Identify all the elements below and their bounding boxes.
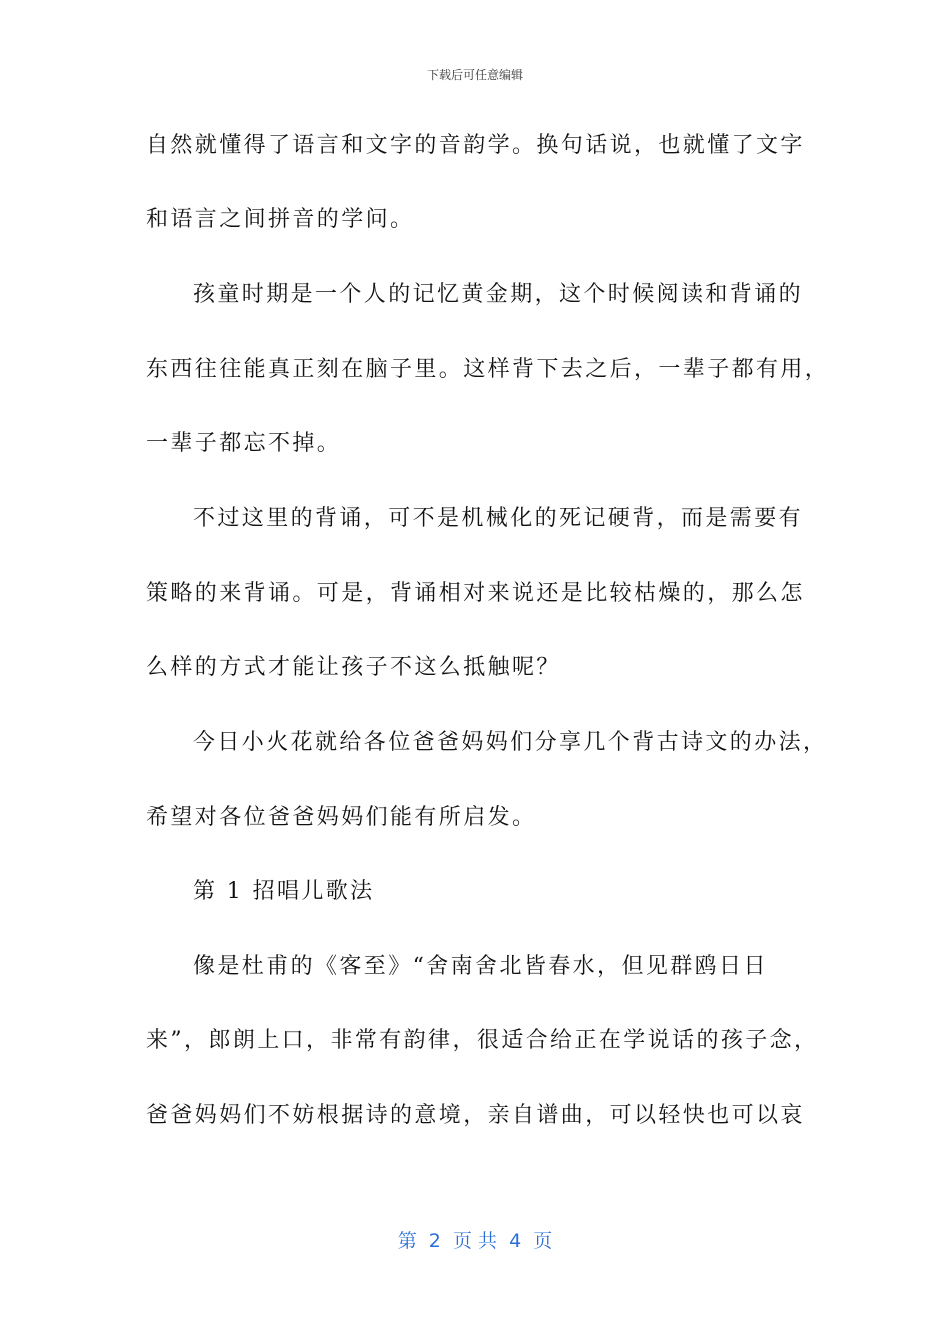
body-line-9: 今日小火花就给各位爸爸妈妈们分享几个背古诗文的办法， bbox=[193, 730, 828, 755]
body-line-7: 策略的来背诵。可是，背诵相对来说还是比较枯燥的，那么怎 bbox=[146, 581, 805, 606]
body-line-8: 么样的方式才能让孩子不这么抵触呢？ bbox=[146, 655, 561, 680]
page-header: 下载后可任意编辑 bbox=[426, 68, 523, 82]
body-line-6: 不过这里的背诵，可不是机械化的死记硬背，而是需要有 bbox=[193, 506, 804, 531]
body-line-10: 希望对各位爸爸妈妈们能有所启发。 bbox=[146, 805, 537, 830]
body-line-5: 一辈子都忘不掉。 bbox=[146, 431, 342, 456]
body-line-12: 像是杜甫的《客至》“舍南舍北皆春水，但见群鸥日日 bbox=[193, 954, 768, 979]
section-heading: 第 1 招唱儿歌法 bbox=[193, 879, 375, 904]
body-line-1: 自然就懂得了语言和文字的音韵学。换句话说，也就懂了文字 bbox=[146, 133, 805, 158]
body-line-14: 爸爸妈妈们不妨根据诗的意境，亲自谱曲，可以轻快也可以哀 bbox=[146, 1103, 805, 1128]
body-line-13: 来”，郎朗上口，非常有韵律，很适合给正在学说话的孩子念， bbox=[146, 1028, 819, 1053]
body-line-3: 孩童时期是一个人的记忆黄金期，这个时候阅读和背诵的 bbox=[193, 282, 804, 307]
body-line-2: 和语言之间拼音的学问。 bbox=[146, 207, 415, 232]
page-footer: 第 2 页 共 4 页 bbox=[397, 1230, 553, 1252]
body-line-4: 东西往往能真正刻在脑子里。这样背下去之后，一辈子都有用， bbox=[146, 357, 830, 382]
